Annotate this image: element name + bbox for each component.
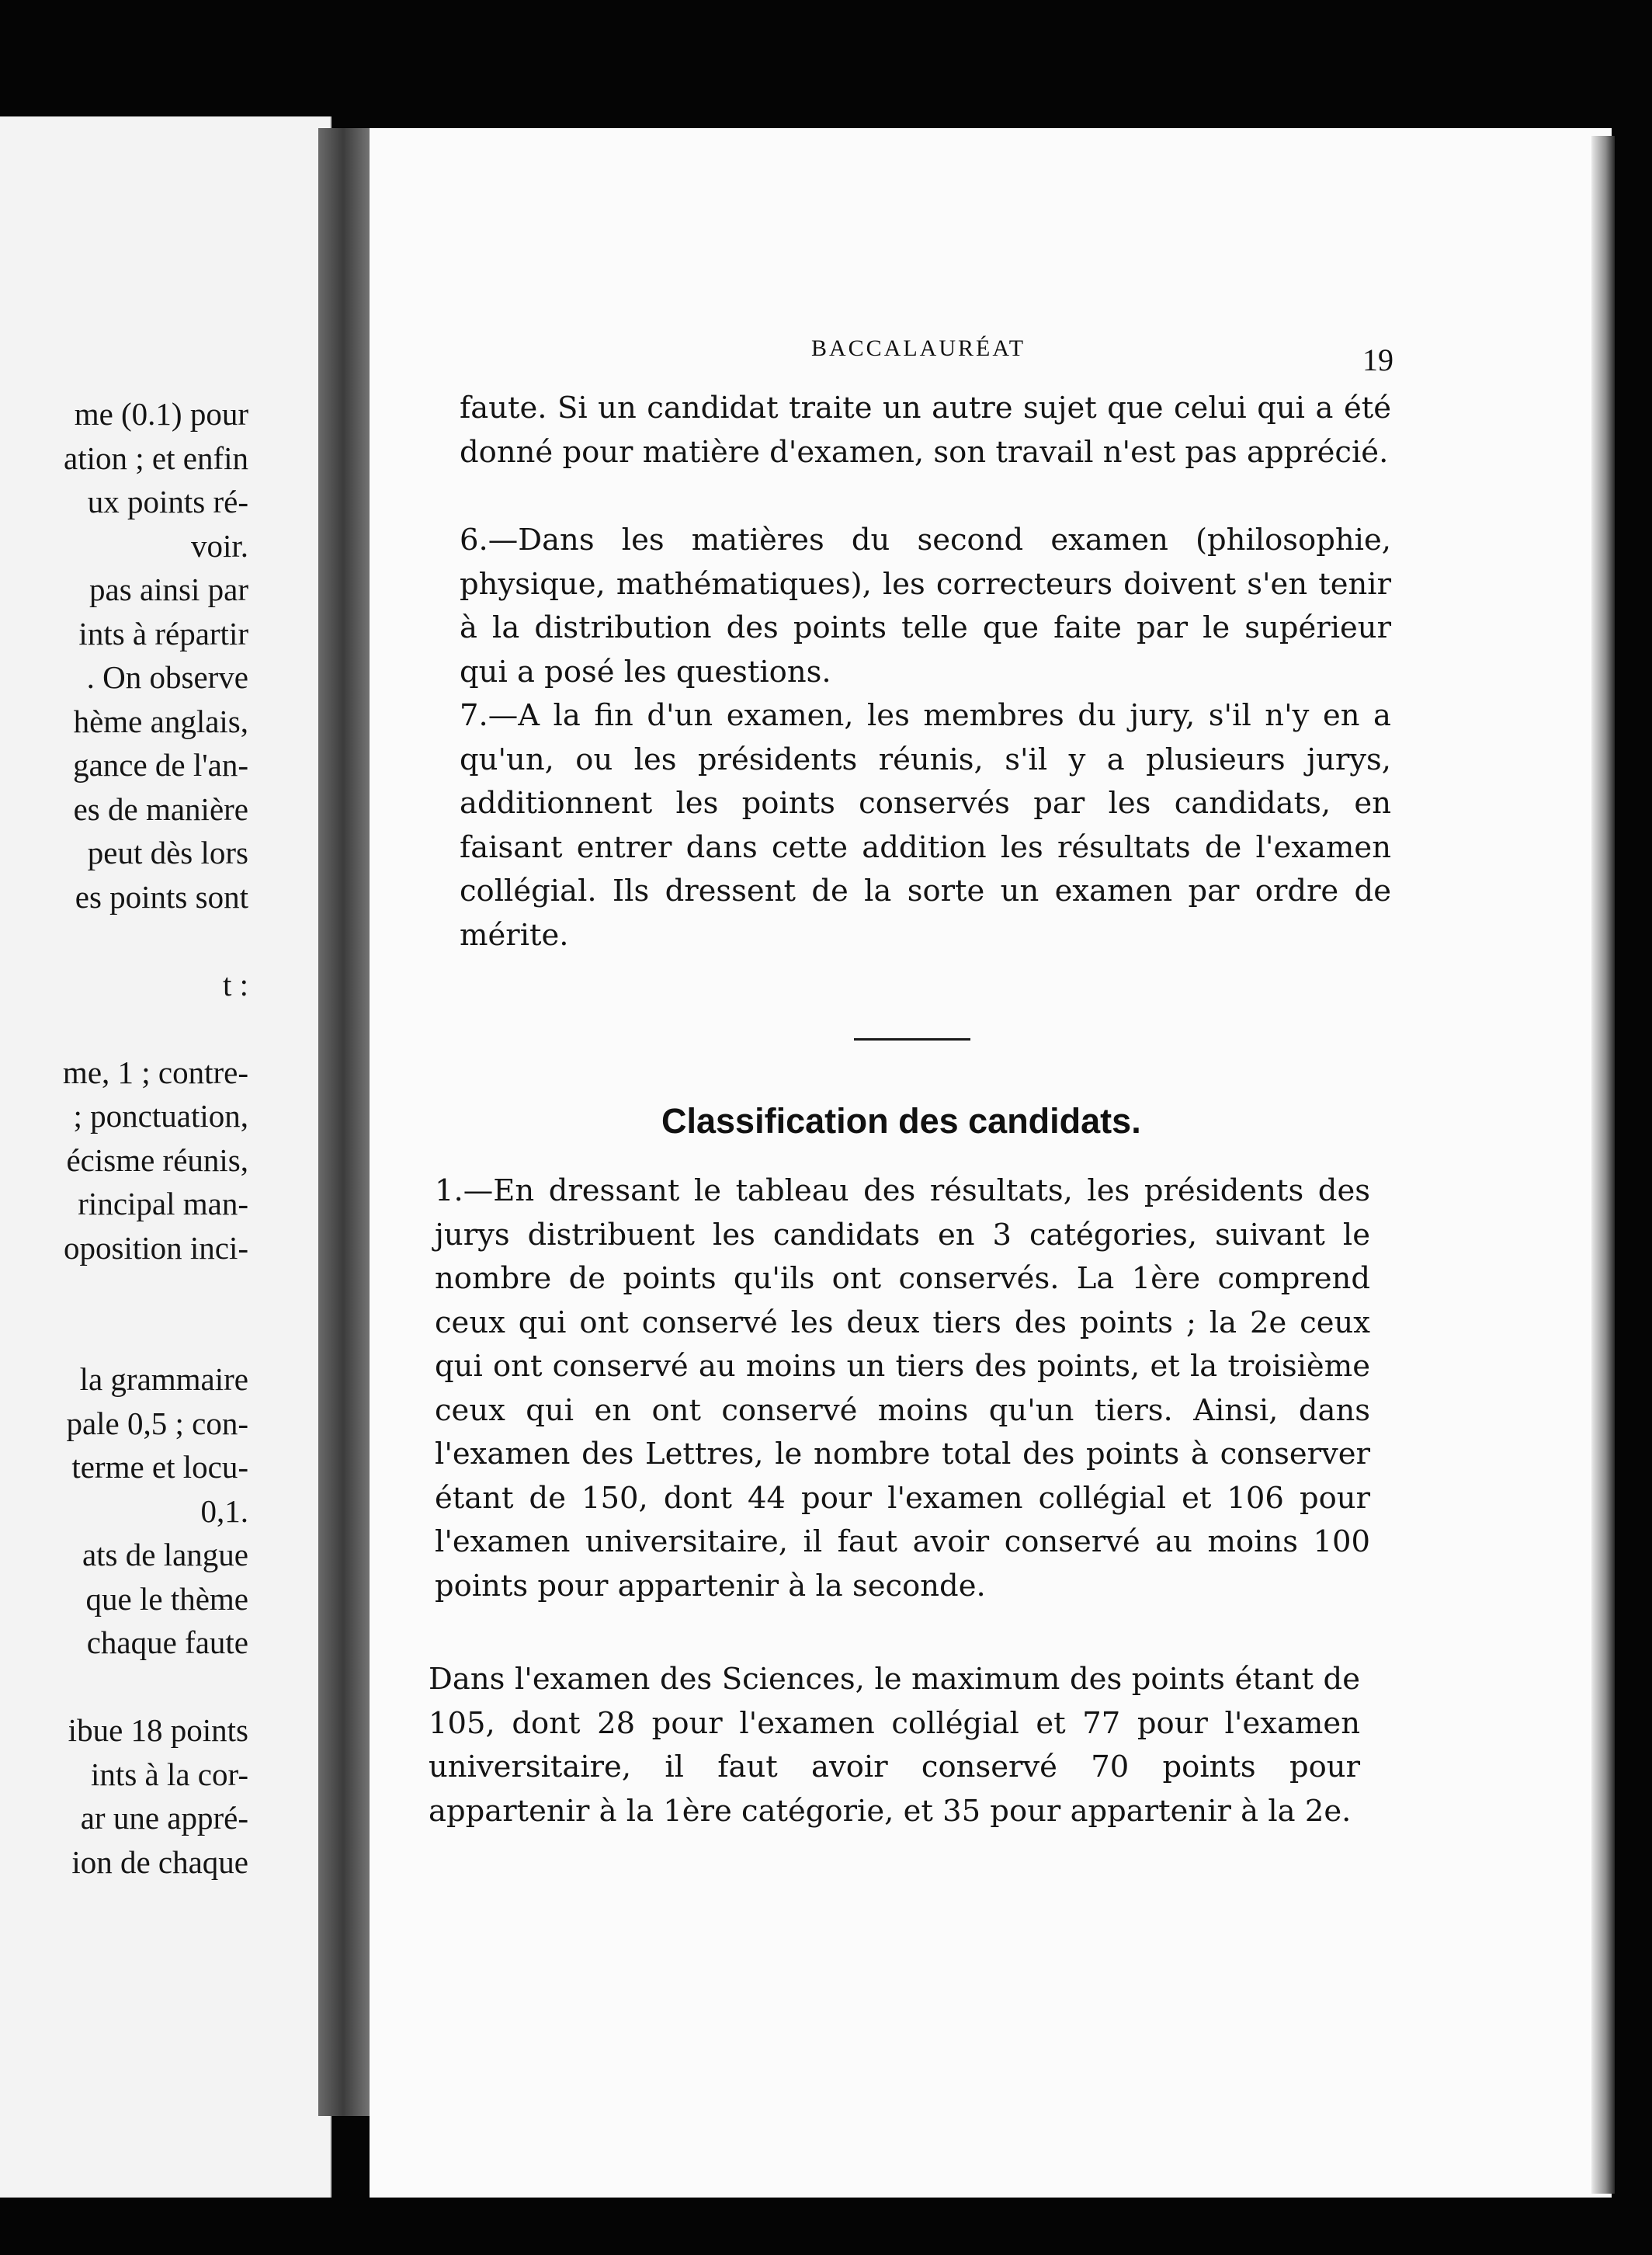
paragraph-rule-6: 6.—Dans les matières du second examen (philosophie, physique, mathématiques), les correcteurs doivent s'en tenir à la distribution des points telle que faite par le supérieur qui a posé les questions.: [460, 523, 1391, 690]
left-page-line: es points sont: [75, 878, 248, 915]
left-page-line: [0, 1665, 248, 1709]
left-page-line: es de manière: [73, 790, 248, 827]
left-page-line: [0, 1314, 248, 1358]
left-page-line: ints à répartir: [78, 615, 248, 651]
left-page-line: écisme réunis,: [66, 1141, 248, 1178]
left-page-line: ibue 18 points: [68, 1712, 248, 1748]
left-page-line: ints à la cor-: [91, 1756, 248, 1792]
left-page-line: pale 0,5 ; con-: [66, 1405, 248, 1441]
section-title: Classification des candidats.: [661, 1101, 1141, 1141]
left-page-line: . On observe: [86, 659, 248, 695]
paragraph-sciences: Dans l'examen des Sciences, le maximum des points étant de 105, dont 28 pour l'examen collégial et 77 pour l'examen universitaire, il faut avoir conservé 70 points pour appartenir à la 1ère catégorie, et 35 pour appartenir à la 2e.: [429, 1662, 1360, 1829]
left-page-line: me (0.1) pour: [74, 396, 248, 432]
left-page-line: [0, 1270, 248, 1314]
left-page-line: ion de chaque: [71, 1843, 248, 1880]
left-page-line: oposition inci-: [63, 1229, 248, 1266]
page-edge: [1591, 136, 1615, 2194]
left-page-line: hème anglais,: [73, 703, 248, 739]
left-page-line: t :: [222, 966, 248, 1002]
left-page-line: voir.: [190, 527, 248, 564]
left-page-line: me, 1 ; contre-: [62, 1054, 248, 1090]
page-number: 19: [1362, 342, 1393, 377]
left-page-text: [0, 392, 248, 1884]
section-divider: [854, 1038, 970, 1041]
left-page-line: [0, 919, 248, 963]
left-page-line: 0,1.: [200, 1492, 248, 1529]
left-page-line: ux points ré-: [87, 484, 248, 519]
paragraph-rule-7: 7.—A la fin d'un examen, les membres du jury, s'il n'y en a qu'un, ou les présidents réunis, s'il y a plusieurs jurys, additionnent les points conservés par les candidats, en faisant entrer dans cette addition les résultats de l'examen collégial. Ils dressent de la sorte un examen par ordre de mérite.: [460, 698, 1391, 953]
left-page-line: pas ainsi par: [89, 572, 248, 607]
running-head: BACCALAURÉAT: [811, 335, 1026, 361]
left-page-line: chaque faute: [86, 1624, 248, 1660]
left-page-line: terme et locu-: [71, 1449, 248, 1485]
left-page-line: peut dès lors: [87, 835, 248, 870]
paragraph-faute: faute. Si un candidat traite un autre sujet que celui qui a été donné pour matière d'examen, son travail n'est pas apprécié.: [460, 391, 1391, 470]
left-page: [0, 116, 331, 2198]
left-page-line: ats de langue: [82, 1537, 248, 1572]
left-page-line: [0, 1006, 248, 1051]
left-page-line: ; ponctuation,: [73, 1098, 248, 1134]
left-page-line: rincipal man-: [78, 1186, 248, 1221]
left-page-line: gance de l'an-: [73, 747, 248, 783]
left-page-line: la grammaire: [79, 1361, 248, 1397]
paragraph-classification-1: 1.—En dressant le tableau des résultats, les présidents des jurys distribuent les candidats en 3 catégories, suivant le nombre de points qu'ils ont conservés. La 1ère comprend ceux qui ont conservé les deux tiers des points ; la 2e ceux qui ont conservé au moins un tiers des points, et la troisième ceux qui en ont conservé moins qu'un tiers. Ainsi, dans l'examen des Lettres, le nombre total des points à conserver étant de 150, dont 44 pour l'examen collégial et 106 pour l'examen universitaire, il faut avoir conservé au moins 100 points pour appartenir à la seconde.: [435, 1173, 1370, 1604]
left-page-line: ation ; et enfin: [64, 440, 248, 476]
left-page-line: ar une appré-: [80, 1800, 248, 1836]
left-page-line: que le thème: [85, 1580, 248, 1617]
